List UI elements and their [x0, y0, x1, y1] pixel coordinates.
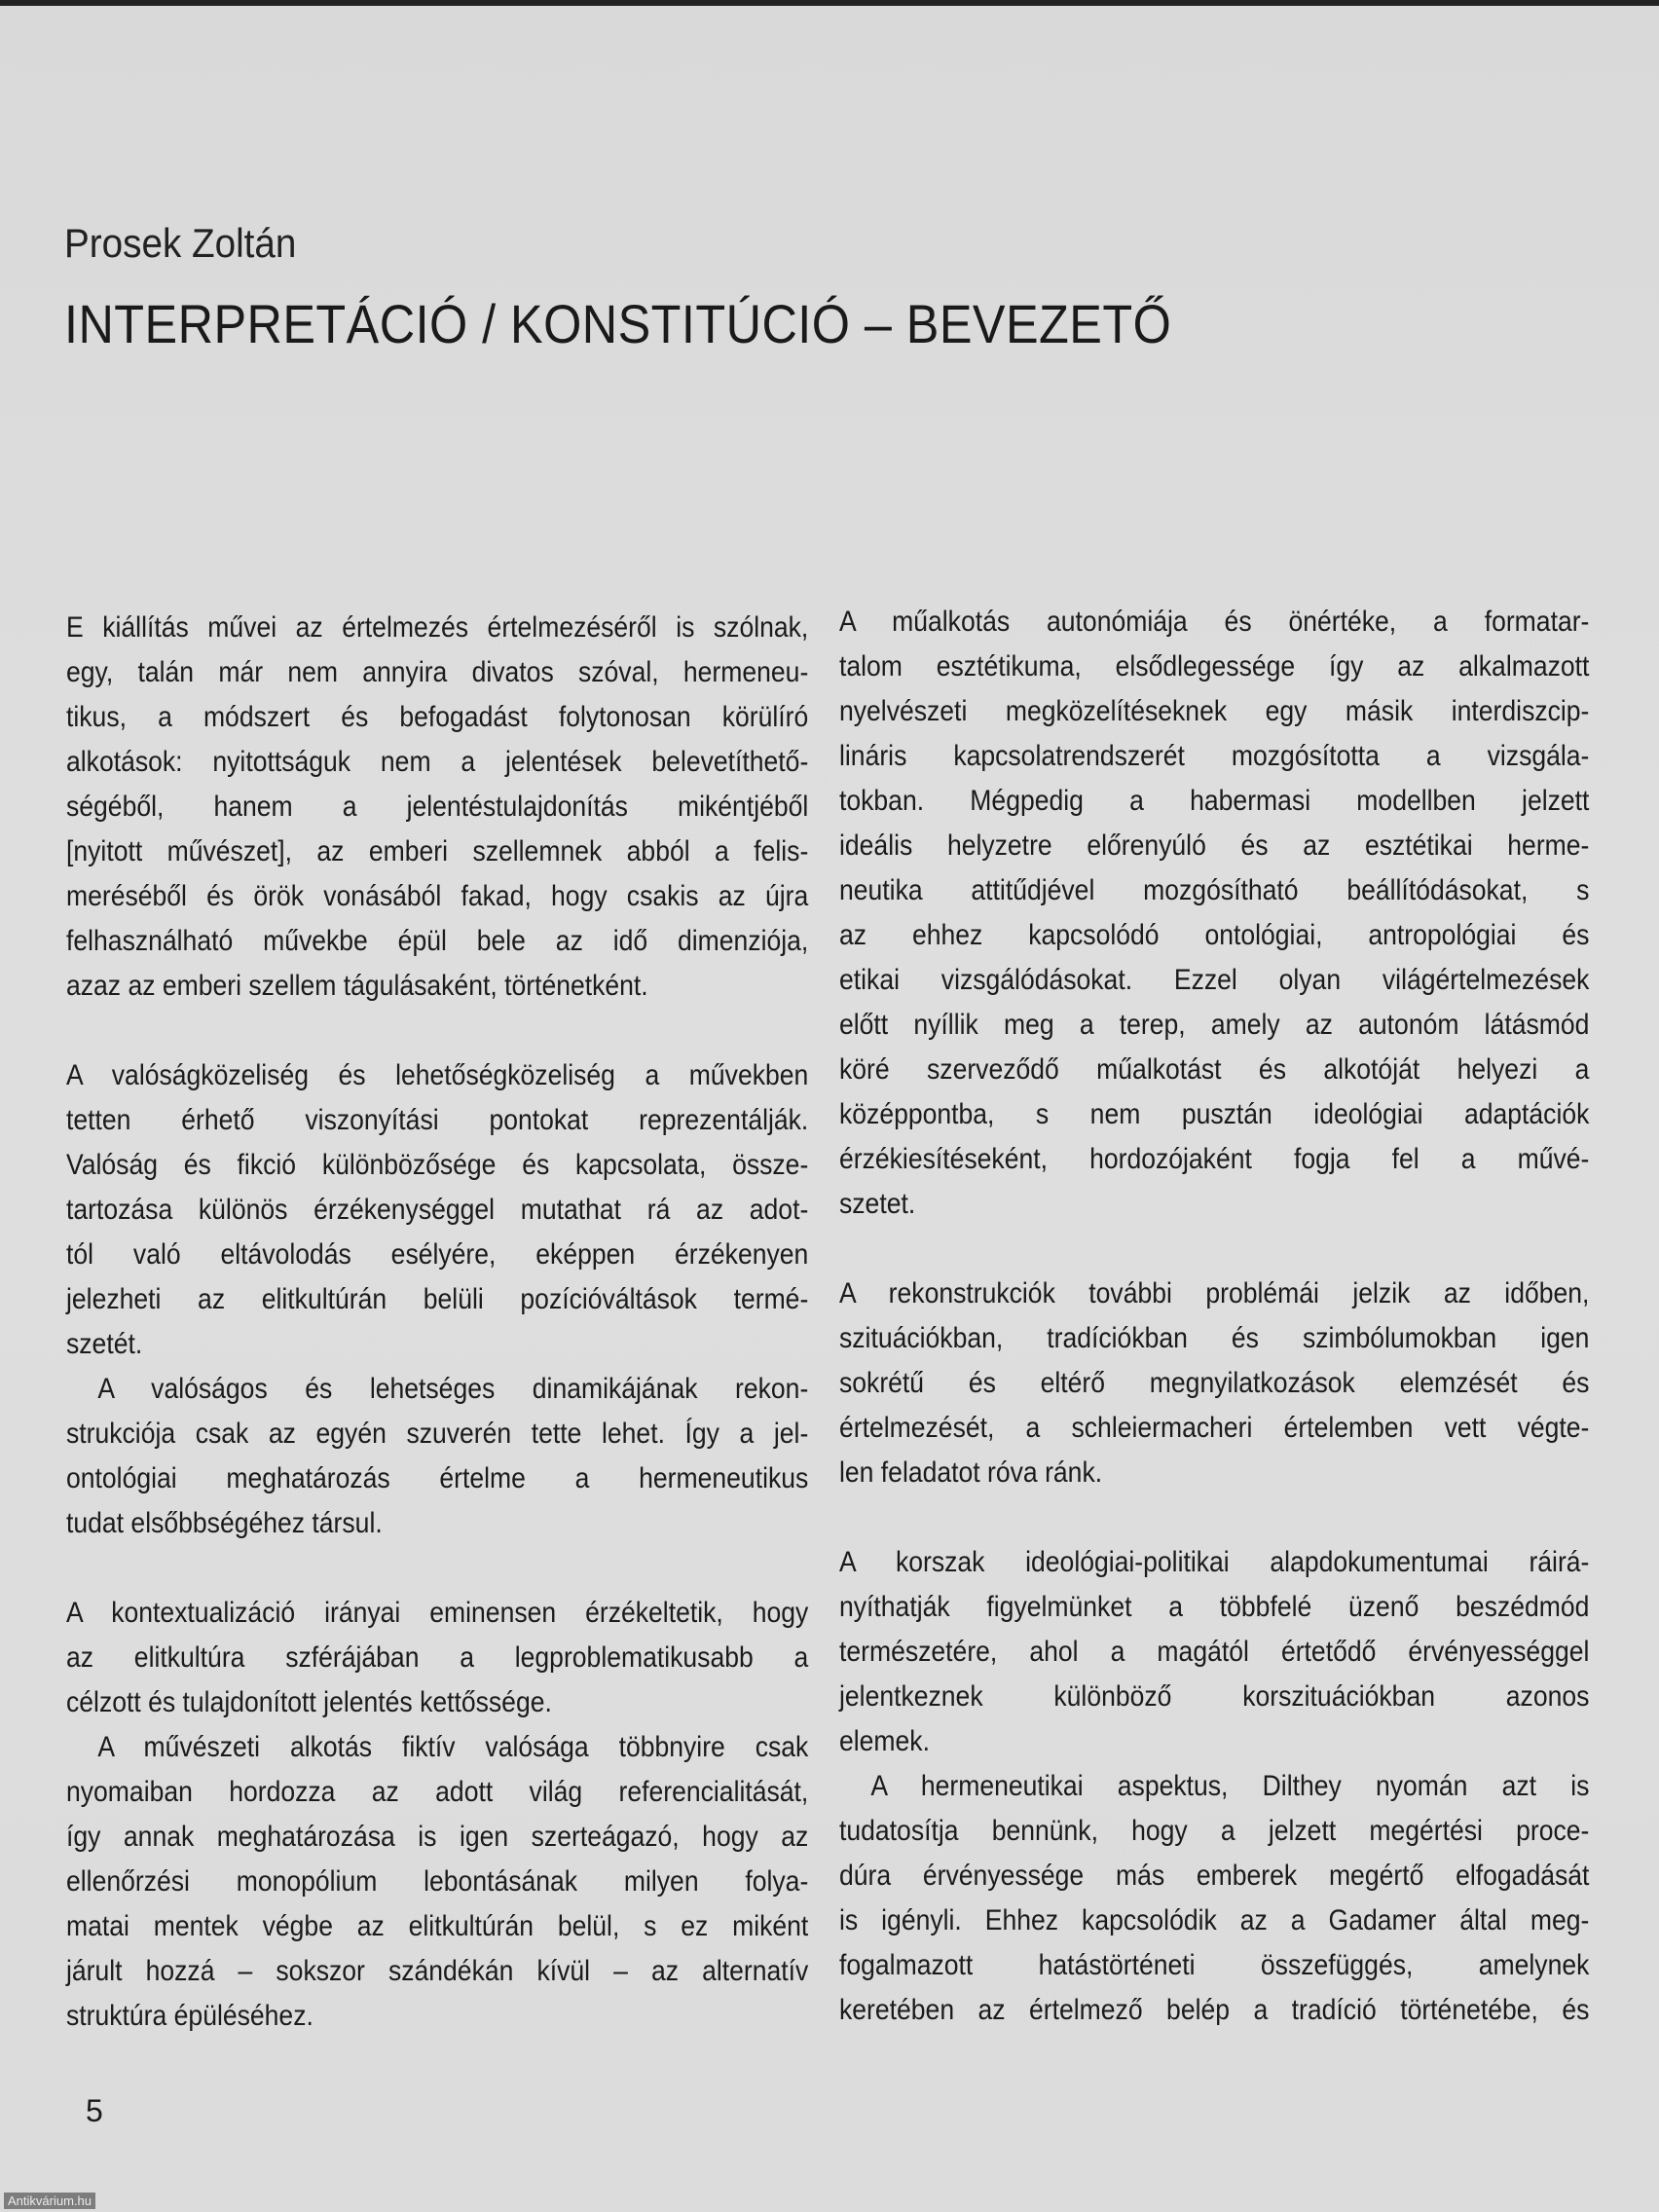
text-line: köré szerveződő műalkotást és alkotóját helyezi a: [839, 1053, 1590, 1086]
text-line: célzott és tulajdonított jelentés kettőssége.: [66, 1686, 552, 1718]
text-line: A műalkotás autonómiája és önértéke, a formatar-: [839, 606, 1590, 638]
text-line: talom esztétikuma, elsődlegessége így az alkalmazott: [839, 650, 1590, 682]
text-line: len feladatot róva ránk.: [839, 1456, 1103, 1489]
text-line: alkotások: nyitottságuk nem a jelentések belevetíthető-: [66, 746, 809, 778]
text-line: A valóságközeliség és lehetőségközeliség a művekben: [66, 1059, 809, 1091]
text-line: E kiállítás művei az értelmezés értelmezéséről is szólnak,: [66, 611, 809, 644]
text-line: strukciója csak az egyén szuverén tette lehet. Így a jel-: [66, 1418, 809, 1450]
paragraph: [66, 1725, 808, 2039]
text-line: keretében az értelmező belép a tradíció történetébe, és: [839, 1994, 1590, 2026]
text-line: tetten érhető viszonyítási pontokat reprezentálják.: [66, 1104, 809, 1136]
text-line: A valóságos és lehetséges dinamikájának rekon-: [97, 1373, 809, 1405]
text-line: fogalmazott hatástörténeti összefüggés, amelynek: [839, 1949, 1590, 1981]
text-line: szituációkban, tradíciókban és szimbólumokban igen: [839, 1322, 1590, 1354]
text-line: A kontextualizáció irányai eminensen érzékeltetik, hogy: [66, 1597, 809, 1629]
text-line: is igényli. Ehhez kapcsolódik az a Gadamer által meg-: [839, 1904, 1590, 1936]
text-line: az elitkultúra szférájában a legproblematikusabb a: [66, 1641, 809, 1674]
text-line: jelezheti az elitkultúrán belüli pozícióváltások termé-: [66, 1283, 809, 1315]
paragraph: [66, 1367, 808, 1546]
text-line: értelmezését, a schleiermacheri értelemben vett végte-: [839, 1412, 1590, 1444]
text-line: tartozása különös érzékenységgel mutathat rá az adot-: [66, 1194, 809, 1226]
text-line: lináris kapcsolatrendszerét mozgósította a vizsgála-: [839, 740, 1590, 772]
text-line: tokban. Mégpedig a habermasi modellben jelzett: [839, 785, 1590, 817]
text-line: nyomaiban hordozza az adott világ referencialitását,: [66, 1776, 809, 1808]
text-line: ideális helyzetre előrenyúló és az esztétikai herme-: [839, 830, 1590, 862]
text-line: természetére, ahol a magától értetődő érvényességgel: [839, 1636, 1590, 1668]
text-line: Valóság és fikció különbözősége és kapcsolata, össze-: [66, 1149, 809, 1181]
paragraph: [839, 1764, 1589, 2033]
paragraph-gap: [66, 1546, 808, 1591]
text-line: [nyitott művészet], az emberi szellemnek abból a felis-: [66, 835, 809, 867]
text-line: A művészeti alkotás fiktív valósága többnyire csak: [97, 1731, 809, 1763]
text-line: jelentkeznek különböző korszituációkban azonos: [839, 1680, 1590, 1713]
paragraph-gap: [66, 1009, 808, 1053]
paragraph: [66, 606, 808, 1009]
text-line: szetet.: [839, 1188, 916, 1220]
paragraph: [66, 1591, 808, 1725]
paragraph-gap: [839, 1495, 1589, 1540]
text-line: sokrétű és eltérő megnyilatkozások elemzését és: [839, 1367, 1590, 1399]
text-line: azaz az emberi szellem tágulásaként, történetként.: [66, 970, 648, 1002]
text-line: A hermeneutikai aspektus, Dilthey nyomán azt is: [870, 1770, 1590, 1802]
author-name: Prosek Zoltán: [64, 220, 297, 266]
page-number: 5: [86, 2093, 103, 2128]
text-line: tudatosítja bennünk, hogy a jelzett megértési proce-: [839, 1815, 1590, 1847]
text-line: középpontba, s nem pusztán ideológiai adaptációk: [839, 1098, 1590, 1130]
right-text-column: [839, 600, 1589, 2033]
text-line: felhasználható művekbe épül bele az idő dimenziója,: [66, 925, 809, 957]
text-line: tól való eltávolodás esélyére, eképpen érzékenyen: [66, 1238, 809, 1271]
text-line: ségéből, hanem a jelentéstulajdonítás mikéntjéből: [66, 791, 809, 823]
page-top-edge: [0, 0, 1659, 6]
text-line: járult hozzá – sokszor szándékán kívül – az alternatív: [66, 1955, 809, 1987]
text-line: előtt nyíllik meg a terep, amely az autonóm látásmód: [839, 1009, 1590, 1041]
text-line: etikai vizsgálódásokat. Ezzel olyan világértelmezések: [839, 964, 1590, 996]
text-line: szetét.: [66, 1328, 143, 1360]
text-line: így annak meghatározása is igen szerteágazó, hogy az: [66, 1821, 809, 1853]
text-line: egy, talán már nem annyira divatos szóval, hermeneu-: [66, 656, 809, 688]
text-line: matai mentek végbe az elitkultúrán belül, s ez miként: [66, 1910, 809, 1942]
watermark-logo: Antikvárium.hu: [4, 2193, 95, 2209]
text-line: nyelvészeti megközelítéseknek egy másik interdiszcip-: [839, 695, 1590, 727]
paragraph: [66, 1053, 808, 1367]
paragraph: [839, 600, 1589, 1227]
text-line: nyíthatják figyelmünket a többfelé üzenő beszédmód: [839, 1591, 1590, 1623]
text-line: ellenőrzési monopólium lebontásának milyen folya-: [66, 1865, 809, 1898]
text-line: struktúra épüléséhez.: [66, 2000, 313, 2032]
text-line: A korszak ideológiai-politikai alapdokumentumai ráirá-: [839, 1546, 1590, 1578]
text-line: dúra érvényessége más emberek megértő elfogadását: [839, 1860, 1590, 1892]
text-line: elemek.: [839, 1725, 930, 1757]
text-line: tudat elsőbbségéhez társul.: [66, 1507, 383, 1539]
text-line: érzékiesítéseként, hordozójaként fogja fel a művé-: [839, 1143, 1590, 1175]
paragraph: [839, 1540, 1589, 1764]
left-text-column: [66, 606, 808, 2039]
paragraph: [839, 1272, 1589, 1495]
text-line: ontológiai meghatározás értelme a hermeneutikus: [66, 1462, 809, 1494]
text-line: az ehhez kapcsolódó ontológiai, antropológiai és: [839, 919, 1590, 951]
text-line: tikus, a módszert és befogadást folytonosan körülíró: [66, 701, 809, 733]
text-line: A rekonstrukciók további problémái jelzik az időben,: [839, 1277, 1590, 1309]
text-line: meréséből és örök vonásából fakad, hogy csakis az újra: [66, 880, 809, 912]
text-line: neutika attitűdjével mozgósítható beállítódásokat, s: [839, 874, 1590, 906]
paragraph-gap: [839, 1227, 1589, 1272]
article-title: INTERPRETÁCIÓ / KONSTITÚCIÓ – BEVEZETŐ: [64, 293, 1172, 354]
